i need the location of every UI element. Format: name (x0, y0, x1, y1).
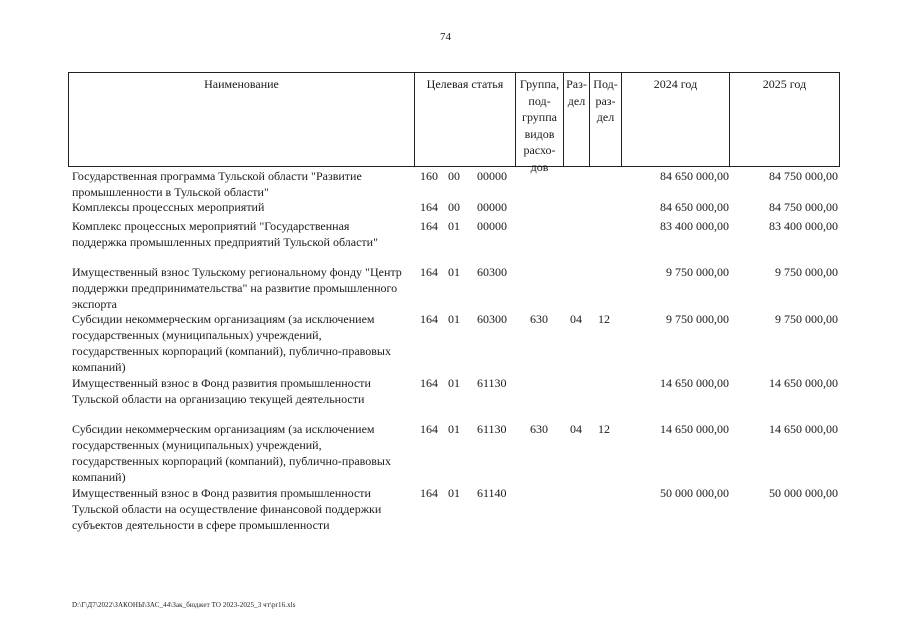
target-article-part: 01 (448, 312, 460, 326)
section: 04 (570, 422, 582, 436)
header-expense-group-line: дов (530, 159, 549, 174)
target-article-part: 16 (420, 422, 432, 436)
file-path-footer: D:\Г\Д7\2022\ЗАКОНЫ\ЗАС_44\Зак_бюджет ТО 2023-2025_3 чт\pr16.xls (72, 601, 296, 609)
amount-2024: 14 650 000,00 (660, 376, 729, 390)
header-section-line: дел (567, 93, 586, 108)
target-article-part: 61130 (477, 422, 507, 436)
target-article-part: 00000 (477, 200, 507, 214)
target-article-part: 01 (448, 376, 460, 390)
amount-2024: 14 650 000,00 (660, 422, 729, 436)
header-target-article: Целевая статья (414, 73, 515, 166)
header-subsection-line: дел (596, 110, 615, 124)
amount-2025: 14 650 000,00 (769, 376, 838, 390)
header-section-line: Раз- (566, 77, 587, 91)
header-expense-group-line: Группа, (519, 77, 560, 91)
row-name (72, 218, 417, 250)
amount-2024: 84 650 000,00 (660, 200, 729, 214)
row-name-line: государственных (муниципальных) учреждений, (72, 328, 322, 342)
header-section (563, 73, 589, 166)
header-expense-group-line: под- (528, 93, 551, 108)
target-article-part: 4 (432, 486, 438, 500)
subsection: 12 (598, 312, 610, 326)
target-article-part: 4 (432, 376, 438, 390)
row-name-line: поддержки предпринимательства" на развитие промышленного (72, 281, 398, 295)
target-article-part: 00000 (477, 219, 507, 233)
expense-group: 630 (530, 312, 548, 326)
row-name-line: Имущественный взнос в Фонд развития промышленности (72, 376, 371, 390)
target-article-part: 61130 (477, 376, 507, 390)
amount-2024: 84 650 000,00 (660, 169, 729, 183)
amount-2025: 9 750 000,00 (775, 265, 838, 279)
header-subsection-line: раз- (595, 93, 616, 108)
row-name-line: компаний) (72, 470, 126, 484)
row-name (72, 264, 417, 312)
amount-2025: 84 750 000,00 (769, 169, 838, 183)
target-article-part: 4 (432, 265, 438, 279)
amount-2024: 9 750 000,00 (666, 265, 729, 279)
amount-2025: 83 400 000,00 (769, 219, 838, 233)
target-article-part: 01 (448, 219, 460, 233)
row-name-line: субъектов деятельности в сфере промышленности (72, 518, 330, 532)
target-article-part: 16 (420, 312, 432, 326)
amount-2024: 50 000 000,00 (660, 486, 729, 500)
row-name-line: Субсидии некоммерческим организациям (за исключением (72, 422, 375, 436)
header-expense-group (515, 73, 563, 174)
row-name (72, 311, 417, 375)
target-article-part: 01 (448, 422, 460, 436)
row-name-line: Субсидии некоммерческим организациям (за исключением (72, 312, 375, 326)
target-article-part: 00 (448, 200, 460, 214)
row-name-line: Комплексы процессных мероприятий (72, 200, 265, 214)
target-article-part: 61140 (477, 486, 507, 500)
target-article-part: 16 (420, 169, 432, 183)
target-article-part: 0 (432, 169, 438, 183)
row-name-line: компаний) (72, 360, 126, 374)
row-name (72, 199, 417, 215)
target-article-part: 60300 (477, 265, 507, 279)
target-article-part: 16 (420, 219, 432, 233)
header-year-2024: 2024 год (621, 73, 729, 166)
target-article-part: 01 (448, 486, 460, 500)
row-name-line: Тульской области на организацию текущей деятельности (72, 392, 365, 406)
row-name-line: государственных (муниципальных) учреждений, (72, 438, 322, 452)
header-expense-group-line: расхо- (523, 143, 556, 157)
amount-2025: 14 650 000,00 (769, 422, 838, 436)
amount-2025: 84 750 000,00 (769, 200, 838, 214)
row-name (72, 421, 417, 485)
target-article-part: 60300 (477, 312, 507, 326)
target-article-part: 16 (420, 486, 432, 500)
row-name-line: Имущественный взнос Тульскому региональному фонду "Центр (72, 265, 402, 279)
row-name (72, 168, 417, 200)
row-name-line: Комплекс процессных мероприятий "Государственная (72, 219, 350, 233)
target-article-part: 4 (432, 312, 438, 326)
amount-2024: 83 400 000,00 (660, 219, 729, 233)
row-name (72, 485, 417, 533)
header-expense-group-line: группа (522, 110, 557, 124)
target-article-part: 4 (432, 200, 438, 214)
target-article-part: 16 (420, 200, 432, 214)
header-subsection (589, 73, 621, 166)
target-article-part: 16 (420, 376, 432, 390)
expense-group: 630 (530, 422, 548, 436)
row-name-line: поддержка промышленных предприятий Тульской области" (72, 235, 378, 249)
table-header (68, 72, 840, 174)
target-article-part: 00000 (477, 169, 507, 183)
row-name-line: Государственная программа Тульской области "Развитие (72, 169, 362, 183)
subsection: 12 (598, 422, 610, 436)
page-number: 74 (440, 31, 451, 43)
header-subsection-line: Под- (593, 77, 618, 91)
target-article-part: 01 (448, 265, 460, 279)
amount-2024: 9 750 000,00 (666, 312, 729, 326)
header-year-2025: 2025 год (729, 73, 839, 166)
section: 04 (570, 312, 582, 326)
row-name-line: Имущественный взнос в Фонд развития промышленности (72, 486, 371, 500)
target-article-part: 4 (432, 422, 438, 436)
header-name: Наименование (204, 77, 279, 91)
row-name-line: промышленности в Тульской области" (72, 185, 269, 199)
row-name-line: экспорта (72, 297, 117, 311)
header-expense-group-line: видов (524, 126, 555, 141)
amount-2025: 50 000 000,00 (769, 486, 838, 500)
row-name-line: Тульской области на осуществление финансовой поддержки (72, 502, 382, 516)
target-article-part: 4 (432, 219, 438, 233)
target-article-part: 00 (448, 169, 460, 183)
row-name-line: государственных корпораций (компаний), публично-правовых (72, 454, 391, 468)
row-name-line: государственных корпораций (компаний), публично-правовых (72, 344, 391, 358)
target-article-part: 16 (420, 265, 432, 279)
amount-2025: 9 750 000,00 (775, 312, 838, 326)
row-name (72, 375, 417, 407)
